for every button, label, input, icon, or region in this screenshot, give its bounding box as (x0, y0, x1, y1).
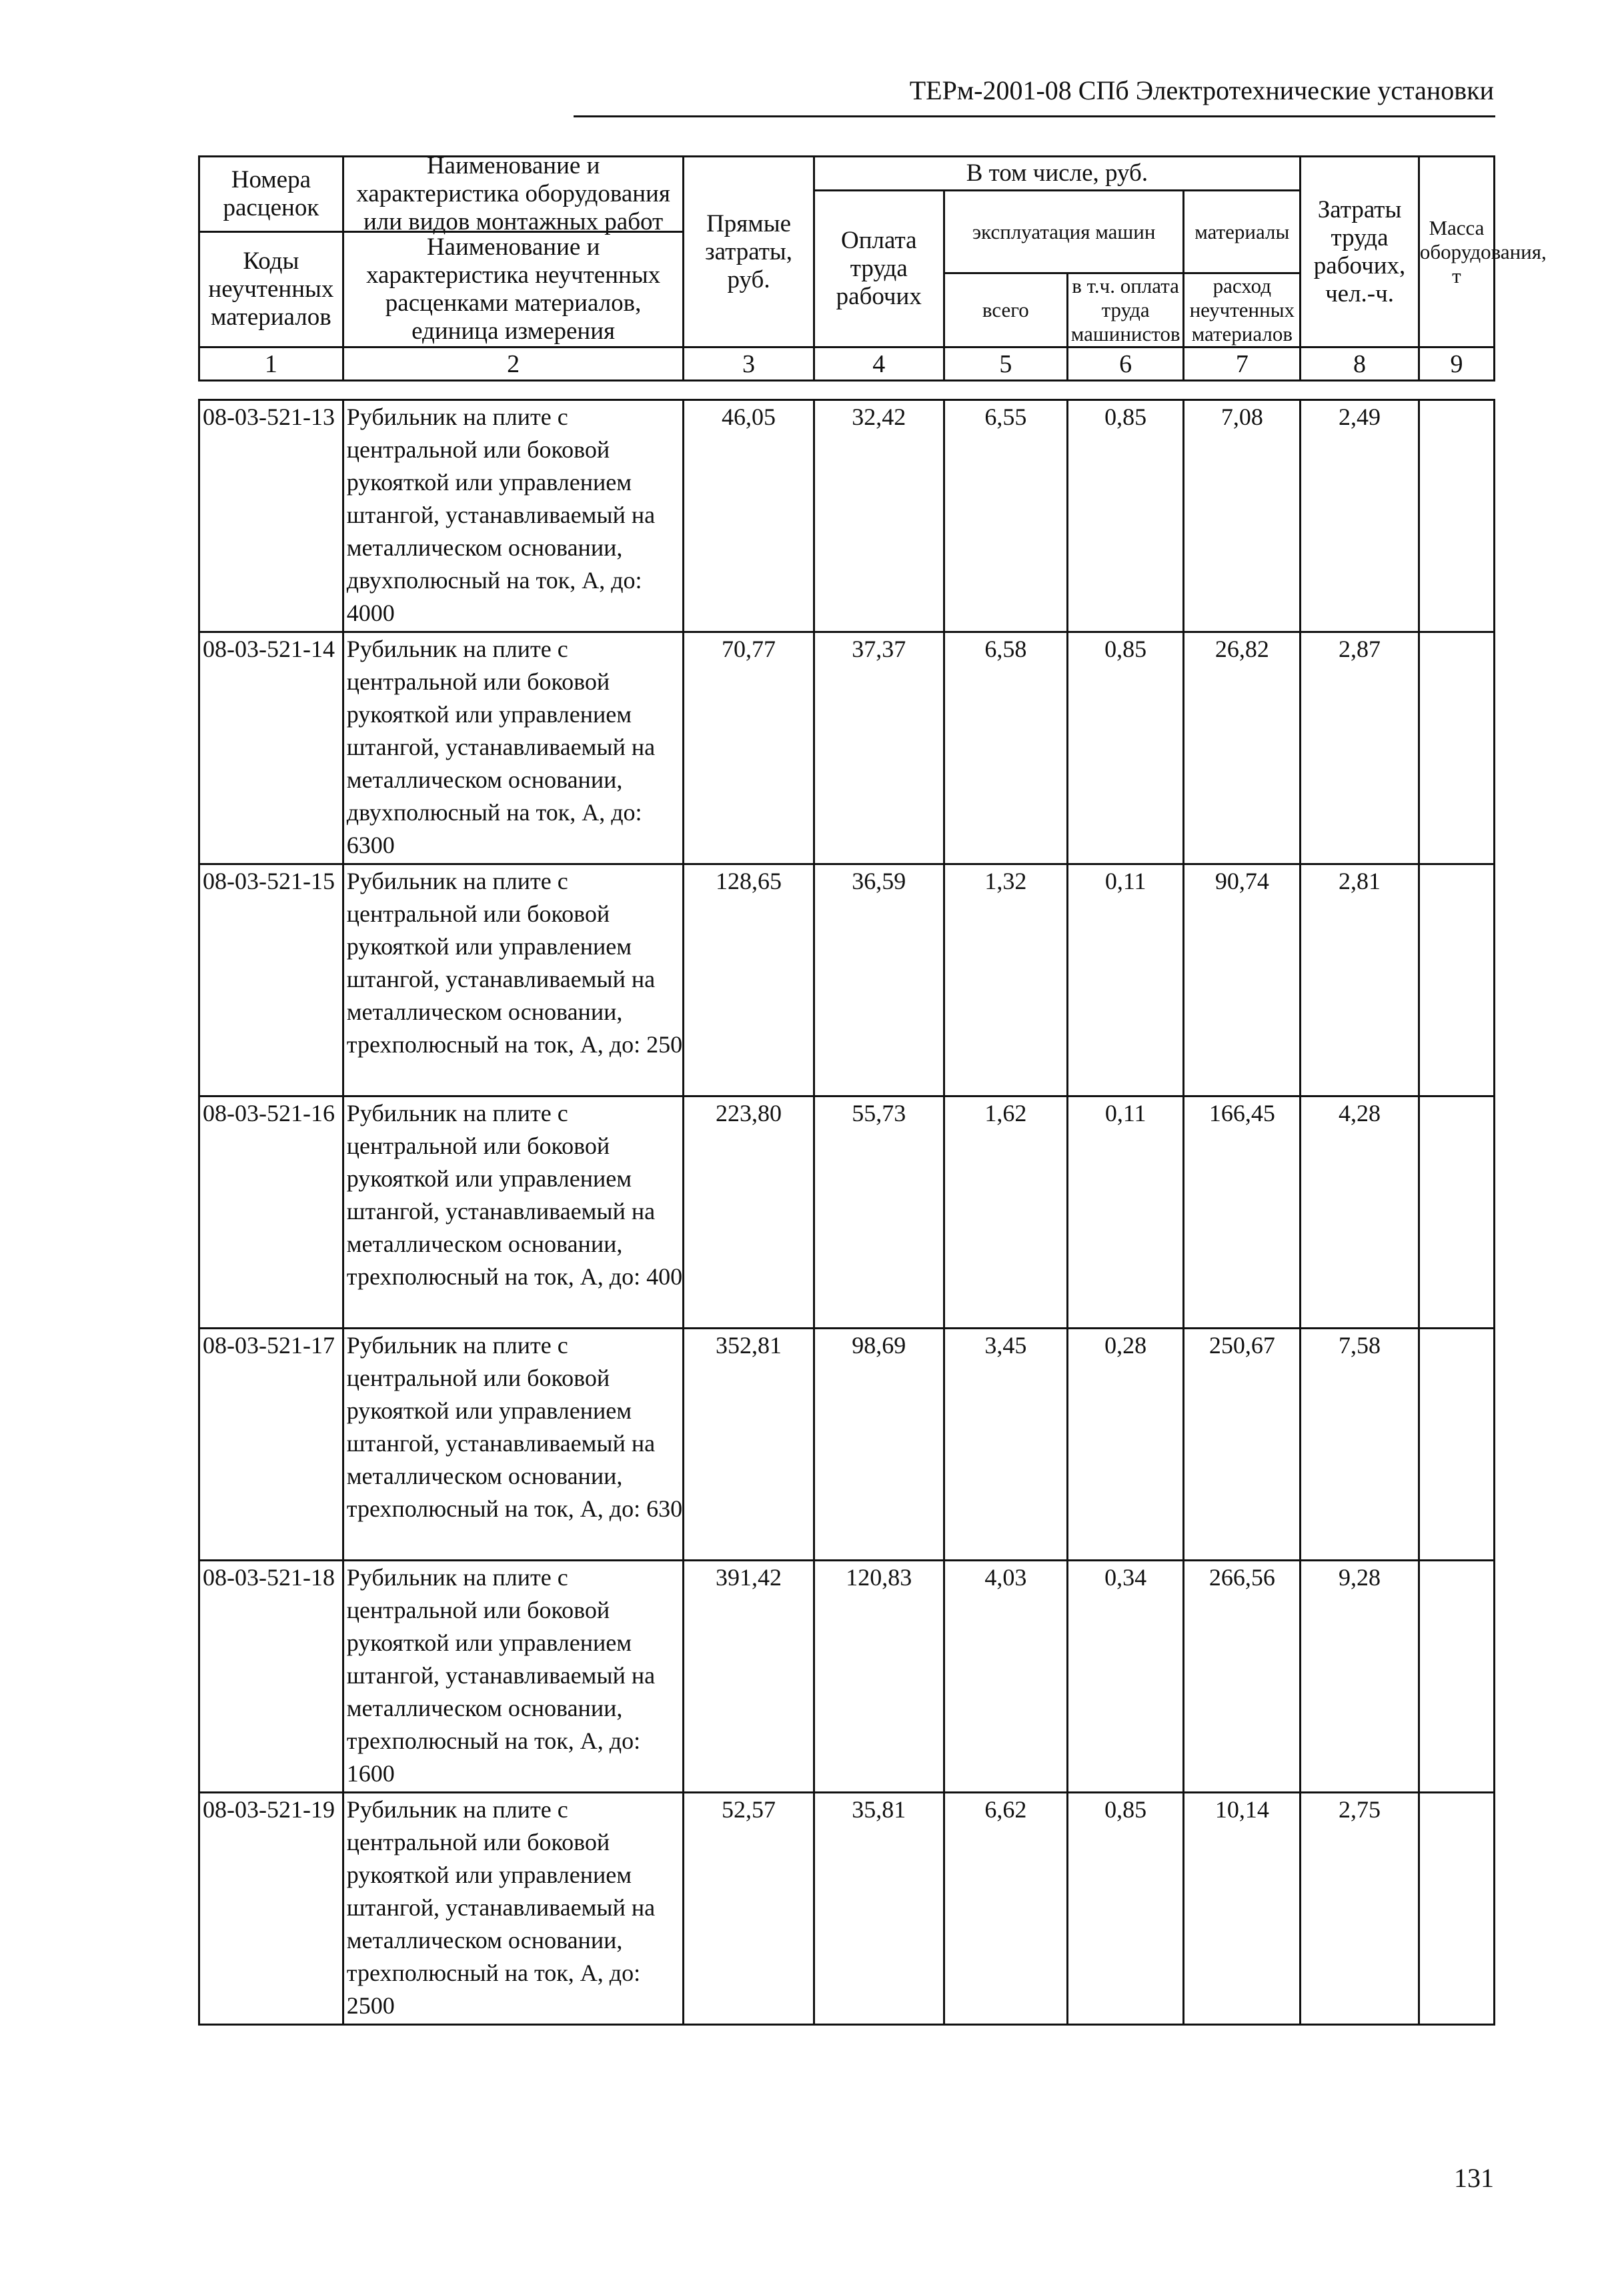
row-labor-hours: 2,81 (1301, 864, 1419, 1096)
col-number: 7 (1184, 347, 1301, 381)
row-code: 08-03-521-19 (199, 1793, 343, 2025)
row-code: 08-03-521-18 (199, 1561, 343, 1793)
document-title: ТЕРм-2001-08 СПб Электротехнические установки (909, 75, 1494, 105)
table-body (198, 399, 1495, 2026)
row-materials: 266,56 (1184, 1561, 1301, 1793)
row-machinist-pay: 0,11 (1067, 864, 1184, 1096)
row-labor-pay: 120,83 (814, 1561, 944, 1793)
col-number: 8 (1301, 347, 1419, 381)
row-materials: 26,82 (1184, 632, 1301, 864)
row-machines-total: 1,62 (944, 1096, 1067, 1329)
row-code: 08-03-521-14 (199, 632, 343, 864)
header-col2-top: Наименование и характеристика оборудования или видов монтажных работ (344, 157, 683, 233)
table-row (199, 1096, 1495, 1329)
row-description: Рубильник на плите с центральной или боковой рукояткой или управлением штангой, устанавливаемый на металлическом основании, двухполюсный на ток, А, до: 4000 (343, 400, 684, 632)
row-mass (1419, 400, 1494, 632)
row-machinist-pay: 0,85 (1067, 400, 1184, 632)
row-code: 08-03-521-13 (199, 400, 343, 632)
header-group: В том числе, руб. (814, 157, 1301, 191)
header-col8: Затраты труда рабочих, чел.-ч. (1301, 157, 1419, 347)
row-machinist-pay: 0,34 (1067, 1561, 1184, 1793)
row-machines-total: 6,58 (944, 632, 1067, 864)
row-description: Рубильник на плите с центральной или боковой рукояткой или управлением штангой, устанавливаемый на металлическом основании, двухполюсный на ток, А, до: 6300 (343, 632, 684, 864)
row-labor-pay: 55,73 (814, 1096, 944, 1329)
table-header (198, 152, 1547, 380)
row-description: Рубильник на плите с центральной или боковой рукояткой или управлением штангой, устанавливаемый на металлическом основании, трехполюсный на ток, А, до: 400 (343, 1096, 684, 1329)
row-direct-costs: 223,80 (684, 1096, 814, 1329)
col-number: 1 (199, 347, 343, 381)
row-materials: 166,45 (1184, 1096, 1301, 1329)
table-row (199, 1329, 1495, 1561)
row-mass (1419, 1561, 1494, 1793)
col-number: 6 (1067, 347, 1184, 381)
header-col1 (199, 157, 343, 347)
row-mass (1419, 1329, 1494, 1561)
header-col7: расход неучтенных материалов (1184, 273, 1301, 347)
row-machinist-pay: 0,85 (1067, 1793, 1184, 2025)
header-col3: Прямые затраты, руб. (684, 157, 814, 347)
header-rule (574, 115, 1495, 117)
row-description: Рубильник на плите с центральной или боковой рукояткой или управлением штангой, устанавливаемый на металлическом основании, трехполюсный на ток, А, до: 2500 (343, 1793, 684, 2025)
row-mass (1419, 864, 1494, 1096)
col-number: 3 (684, 347, 814, 381)
row-description: Рубильник на плите с центральной или боковой рукояткой или управлением штангой, устанавливаемый на металлическом основании, трехполюсный на ток, А, до: 250 (343, 864, 684, 1096)
row-direct-costs: 128,65 (684, 864, 814, 1096)
row-description: Рубильник на плите с центральной или боковой рукояткой или управлением штангой, устанавливаемый на металлическом основании, трехполюсный на ток, А, до: 630 (343, 1329, 684, 1561)
row-machines-total: 1,32 (944, 864, 1067, 1096)
row-machines-total: 6,62 (944, 1793, 1067, 2025)
row-labor-hours: 4,28 (1301, 1096, 1419, 1329)
row-machinist-pay: 0,85 (1067, 632, 1184, 864)
row-labor-hours: 2,49 (1301, 400, 1419, 632)
row-materials: 7,08 (1184, 400, 1301, 632)
row-labor-pay: 35,81 (814, 1793, 944, 2025)
table-row (199, 632, 1495, 864)
row-mass (1419, 632, 1494, 864)
row-direct-costs: 52,57 (684, 1793, 814, 2025)
table-row (199, 400, 1495, 632)
row-labor-pay: 32,42 (814, 400, 944, 632)
header-col1-bottom: Коды неучтенных материалов (208, 247, 334, 331)
row-labor-hours: 7,58 (1301, 1329, 1419, 1561)
row-machines-total: 3,45 (944, 1329, 1067, 1561)
page-number: 131 (1454, 2163, 1494, 2193)
header-materials: материалы (1184, 191, 1301, 273)
row-materials: 250,67 (1184, 1329, 1301, 1561)
row-direct-costs: 391,42 (684, 1561, 814, 1793)
row-labor-pay: 37,37 (814, 632, 944, 864)
row-materials: 90,74 (1184, 864, 1301, 1096)
row-machines-total: 4,03 (944, 1561, 1067, 1793)
header-machines: эксплуатация машин (944, 191, 1184, 273)
row-direct-costs: 46,05 (684, 400, 814, 632)
col-number: 2 (343, 347, 684, 381)
row-description: Рубильник на плите с центральной или боковой рукояткой или управлением штангой, устанавливаемый на металлическом основании, трехполюсный на ток, А, до: 1600 (343, 1561, 684, 1793)
header-col6: в т.ч. оплата труда машинистов (1067, 273, 1184, 347)
row-direct-costs: 70,77 (684, 632, 814, 864)
row-code: 08-03-521-15 (199, 864, 343, 1096)
row-labor-pay: 36,59 (814, 864, 944, 1096)
row-mass (1419, 1096, 1494, 1329)
col-number: 5 (944, 347, 1067, 381)
header-col4: Оплата труда рабочих (814, 191, 944, 347)
table-row (199, 1793, 1495, 2025)
row-materials: 10,14 (1184, 1793, 1301, 2025)
header-col5: всего (944, 273, 1067, 347)
col-number: 9 (1419, 347, 1494, 381)
row-labor-hours: 2,75 (1301, 1793, 1419, 2025)
table-row (199, 864, 1495, 1096)
row-machines-total: 6,55 (944, 400, 1067, 632)
row-code: 08-03-521-16 (199, 1096, 343, 1329)
col-number: 4 (814, 347, 944, 381)
header-col2-bottom: Наименование и характеристика неучтенных расценками материалов, единица измерения (366, 233, 661, 345)
header-col2 (343, 152, 684, 347)
row-labor-hours: 9,28 (1301, 1561, 1419, 1793)
table-row (199, 1561, 1495, 1793)
row-labor-pay: 98,69 (814, 1329, 944, 1561)
header-col1-top: Номера расценок (200, 157, 342, 233)
row-labor-hours: 2,87 (1301, 632, 1419, 864)
row-mass (1419, 1793, 1494, 2025)
row-code: 08-03-521-17 (199, 1329, 343, 1561)
row-machinist-pay: 0,11 (1067, 1096, 1184, 1329)
header-col9: Масса оборудования, т (1419, 157, 1494, 347)
row-direct-costs: 352,81 (684, 1329, 814, 1561)
row-machinist-pay: 0,28 (1067, 1329, 1184, 1561)
